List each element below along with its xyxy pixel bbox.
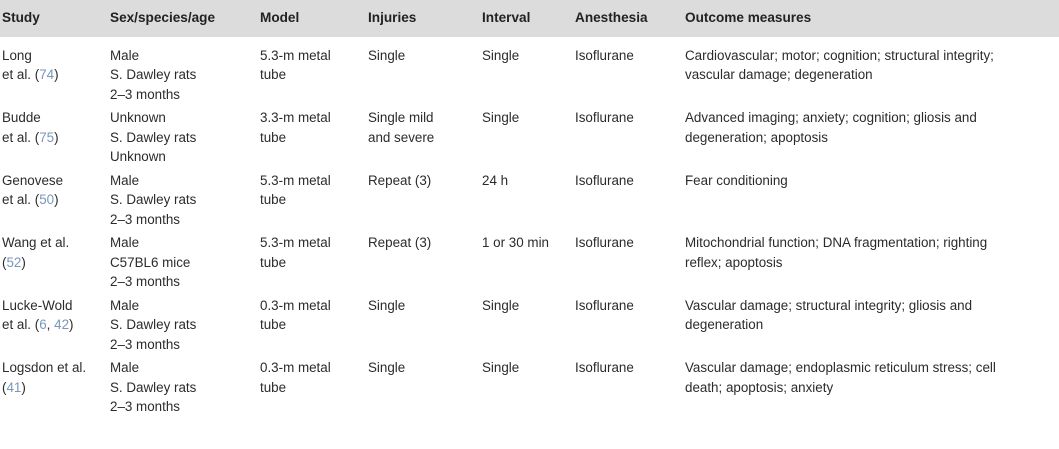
model-value-cont: tube [260,129,287,145]
sex-value: Male [110,360,140,375]
outcome-value-cont: death; apoptosis; anxiety [685,379,834,395]
model-value: 5.3-m metal [260,235,331,250]
cell-anesthesia: Isoflurane [575,172,634,188]
study-citation [2,65,110,85]
model-value: 5.3-m metal [260,172,331,188]
sex-value: Male [110,235,140,250]
cell-study [0,105,110,168]
cell-interval: Single [482,297,520,313]
table-header-row [0,0,1059,37]
study-close-paren: ) [54,67,59,82]
species-value: S. Dawley rats [110,67,197,82]
study-author: Logsdon et al. [2,360,87,375]
study-author: Budde [2,110,41,125]
header-sex-species-age: Sex/species/age [110,10,216,25]
cell-anesthesia: Isoflurane [575,360,634,375]
reference-link[interactable]: 74 [39,67,55,82]
species-value: S. Dawley rats [110,129,197,145]
study-separator: , [46,317,55,332]
cell-sex-species-age [110,105,260,168]
study-close-paren: ) [69,317,74,332]
table-row [0,355,1059,418]
study-author: Genovese [2,172,64,188]
cell-study [0,355,110,418]
cell-model [260,355,368,418]
cell-injuries [368,355,482,418]
cell-outcome [685,168,1059,231]
cell-model [260,230,368,293]
outcome-value: Fear conditioning [685,172,788,188]
cell-outcome [685,293,1059,356]
cell-anesthesia: Isoflurane [575,235,634,250]
cell-injuries [368,37,482,106]
table-row [0,293,1059,356]
table-row [0,37,1059,106]
study-close-paren: ) [54,192,59,207]
study-close-paren: ) [54,129,59,145]
species-value: S. Dawley rats [110,317,197,332]
study-etal: et al. ( [2,192,40,207]
header-outcome-measures: Outcome measures [685,10,812,25]
cell-anesthesia: Isoflurane [575,297,634,313]
cell-injuries [368,230,482,293]
outcome-value: Cardiovascular; motor; cognition; structural integrity; [685,47,994,63]
cell-model [260,37,368,106]
cell-injuries [368,293,482,356]
cell-interval: Single [482,110,520,125]
study-etal: ( [2,254,7,270]
reference-link[interactable]: 42 [54,317,70,332]
study-author: Long [2,47,32,63]
model-value: 0.3-m metal [260,360,331,375]
age-value: 2–3 months [110,86,180,102]
study-etal: et al. ( [2,67,40,82]
cell-injuries [368,168,482,231]
model-value-cont: tube [260,192,287,207]
cell-outcome [685,37,1059,106]
cell-sex-species-age [110,293,260,356]
model-value: 0.3-m metal [260,297,331,313]
injuries-value: Single [368,360,406,375]
species-value: S. Dawley rats [110,379,197,395]
table-row [0,168,1059,231]
injuries-value-cont: and severe [368,129,435,145]
outcome-value: Advanced imaging; anxiety; cognition; gliosis and [685,110,977,125]
study-citation [2,315,110,335]
cell-model [260,105,368,168]
header-anesthesia: Anesthesia [575,10,648,25]
cell-interval: 1 or 30 min [482,235,549,250]
header-injuries: Injuries [368,10,417,25]
model-value-cont: tube [260,67,287,82]
outcome-value: Vascular damage; structural integrity; gliosis and [685,297,973,313]
outcome-value-cont: degeneration [685,317,764,332]
reference-link[interactable]: 75 [39,129,55,145]
model-value: 3.3-m metal [260,110,331,125]
cell-study [0,293,110,356]
sex-value: Male [110,47,140,63]
header-model: Model [260,10,300,25]
reference-link[interactable]: 41 [6,379,22,395]
cell-study [0,168,110,231]
study-etal: ( [2,379,7,395]
sex-value: Unknown [110,110,166,125]
model-value-cont: tube [260,254,287,270]
table-row [0,230,1059,293]
study-author: Wang et al. [2,235,70,250]
cell-outcome [685,230,1059,293]
age-value: 2–3 months [110,274,180,289]
study-citation [2,128,110,148]
outcome-value: Vascular damage; endoplasmic reticulum stress; cell [685,360,996,375]
study-citation [2,190,110,210]
outcome-value: Mitochondrial function; DNA fragmentation; righting [685,235,988,250]
reference-link[interactable]: 50 [39,192,55,207]
cell-outcome [685,355,1059,418]
cell-interval: 24 h [482,172,509,188]
cell-sex-species-age [110,355,260,418]
model-value-cont: tube [260,379,287,395]
header-study: Study [2,10,40,25]
species-value: S. Dawley rats [110,192,197,207]
outcome-value-cont: degeneration; apoptosis [685,129,828,145]
reference-link[interactable]: 52 [6,254,22,270]
species-value: C57BL6 mice [110,254,191,270]
sex-value: Male [110,172,140,188]
injuries-value: Repeat (3) [368,172,432,188]
reference-link[interactable]: 6 [39,317,47,332]
age-value: 2–3 months [110,336,180,352]
injuries-value: Single mild [368,110,434,125]
injuries-value: Single [368,47,406,63]
cell-study [0,230,110,293]
injuries-value: Single [368,297,406,313]
cell-anesthesia: Isoflurane [575,110,634,125]
cell-anesthesia: Isoflurane [575,47,634,63]
cell-interval: Single [482,360,520,375]
table-row [0,105,1059,168]
cell-model [260,293,368,356]
age-value: 2–3 months [110,399,180,414]
cell-sex-species-age [110,230,260,293]
age-value: Unknown [110,149,166,164]
cell-model [260,168,368,231]
injuries-value: Repeat (3) [368,235,432,250]
study-etal: et al. ( [2,129,40,145]
study-citation [2,253,110,273]
age-value: 2–3 months [110,211,180,227]
study-close-paren: ) [21,254,26,270]
study-author: Lucke-Wold [2,297,73,313]
outcome-value-cont: reflex; apoptosis [685,254,783,270]
study-citation [2,378,110,398]
cell-injuries [368,105,482,168]
study-close-paren: ) [21,379,26,395]
sex-value: Male [110,297,140,313]
cell-sex-species-age [110,168,260,231]
model-value: 5.3-m metal [260,47,331,63]
header-interval: Interval [482,10,531,25]
cell-study [0,37,110,106]
cell-sex-species-age [110,37,260,106]
cell-outcome [685,105,1059,168]
cell-interval: Single [482,47,520,63]
study-etal: et al. ( [2,317,40,332]
model-value-cont: tube [260,317,287,332]
outcome-value-cont: vascular damage; degeneration [685,67,873,82]
